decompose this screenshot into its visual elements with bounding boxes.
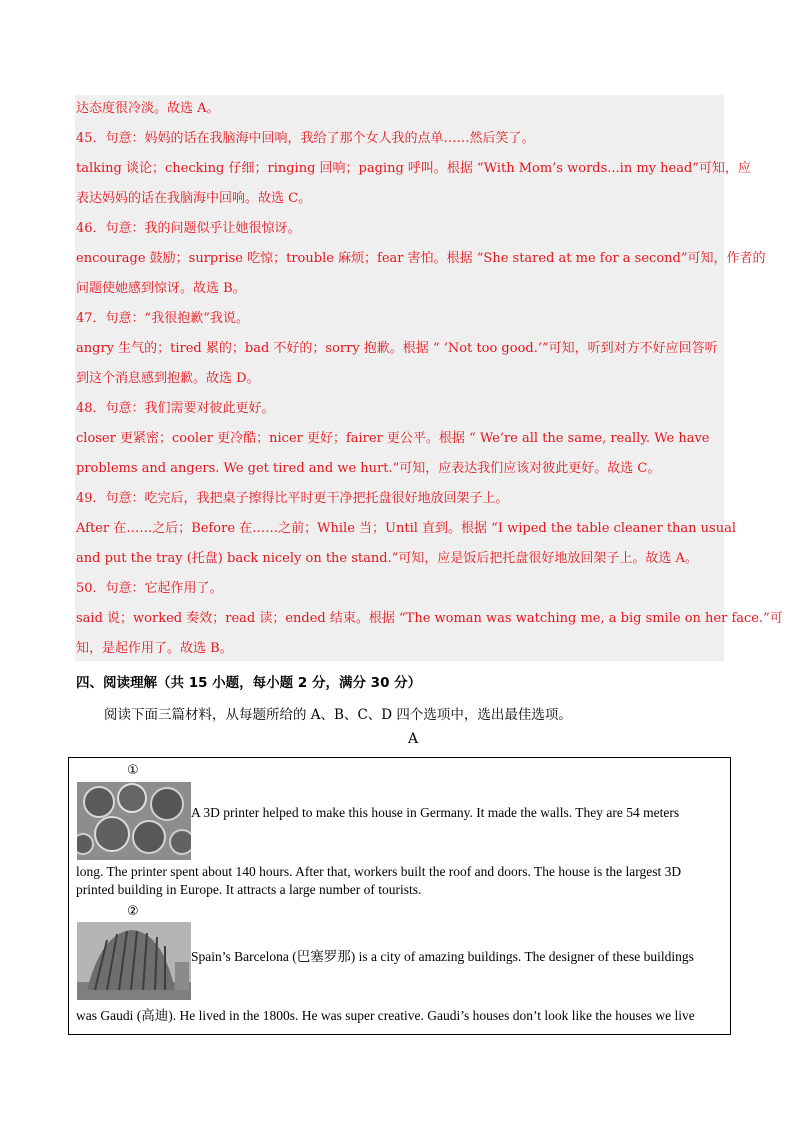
answer-line: 48．句意：我们需要对彼此更好。 — [76, 401, 275, 416]
answer-line: angry 生气的；tired 累的；bad 不好的；sorry 抱歉。根据 “ ‘Not too good.’”可知，听到对方不好应回答听 — [76, 341, 718, 356]
answer-line: 45．句意：妈妈的话在我脑海中回响，我给了那个女人我的点单……然后笑了。 — [76, 131, 535, 146]
answer-line: After 在……之后；Before 在……之前；While 当；Until 直到。根据 “I wiped the table cleaner than usual — [76, 521, 737, 536]
answer-line: problems and angers. We get tired and we hurt.”可知，应表达我们应该对彼此更好。故选 C。 — [76, 461, 661, 476]
answer-line: encourage 鼓励；surprise 吃惊；trouble 麻烦；fear 害怕。根据 “She stared at me for a second”可知，作者的 — [76, 251, 766, 266]
answer-line: and put the tray (托盘) back nicely on the stand.”可知，应是饭后把托盘很好地放回架子上。故选 A。 — [76, 551, 698, 566]
answer-line: 问题使她感到惊讶。故选 B。 — [76, 281, 246, 296]
barcelona-building-image — [77, 922, 191, 1000]
section-instruction: 阅读下面三篇材料，从每题所给的 A、B、C、D 四个选项中，选出最佳选项。 — [104, 707, 572, 723]
section-title: 四、阅读理解（共 15 小题，每小题 2 分，满分 30 分） — [76, 675, 422, 691]
answer-line: 达态度很冷淡。故选 A。 — [76, 101, 220, 116]
item2-line1: Spain’s Barcelona (巴塞罗那) is a city of amazing buildings. The designer of these buildings — [191, 949, 694, 964]
answer-line: 50．句意：它起作用了。 — [76, 581, 223, 596]
item-marker: ② — [127, 904, 139, 919]
answer-line: said 说；worked 奏效；read 读；ended 结束。根据 “The woman was watching me, a big smile on her face.”可 — [76, 611, 783, 626]
3d-printed-house-image — [77, 782, 191, 860]
answer-line: 表达妈妈的话在我脑海中回响。故选 C。 — [76, 191, 312, 206]
answer-line: talking 谈论；checking 仔细；ringing 回响；paging 呼叫。根据 “With Mom’s words...in my head”可知，应 — [76, 161, 751, 176]
item-marker: ① — [127, 763, 139, 778]
item1-line3: printed building in Europe. It attracts a large number of tourists. — [76, 882, 422, 897]
answer-line: closer 更紧密；cooler 更冷酷；nicer 更好；fairer 更公平。根据 “ We’re all the same, really. We have — [76, 431, 710, 446]
answer-line: 47．句意：“我很抱歉”我说。 — [76, 311, 249, 326]
item2-line2: was Gaudi (高迪). He lived in the 1800s. He was super creative. Gaudi’s houses don’t look like the houses we live — [76, 1008, 695, 1023]
item1-line1: A 3D printer helped to make this house in Germany. It made the walls. They are 54 meters — [191, 805, 680, 820]
answer-line: 49．句意：吃完后，我把桌子擦得比平时更干净把托盘很好地放回架子上。 — [76, 491, 509, 506]
answer-line: 知，是起作用了。故选 B。 — [76, 641, 233, 656]
passage-label: A — [408, 731, 419, 747]
answer-line: 到这个消息感到抱歉。故选 D。 — [76, 371, 260, 386]
answer-line: 46．句意：我的问题似乎让她很惊讶。 — [76, 221, 301, 236]
item1-line2: long. The printer spent about 140 hours. After that, workers built the roof and doors. The house is the largest 3D — [76, 864, 682, 879]
passage-box — [68, 757, 731, 1035]
